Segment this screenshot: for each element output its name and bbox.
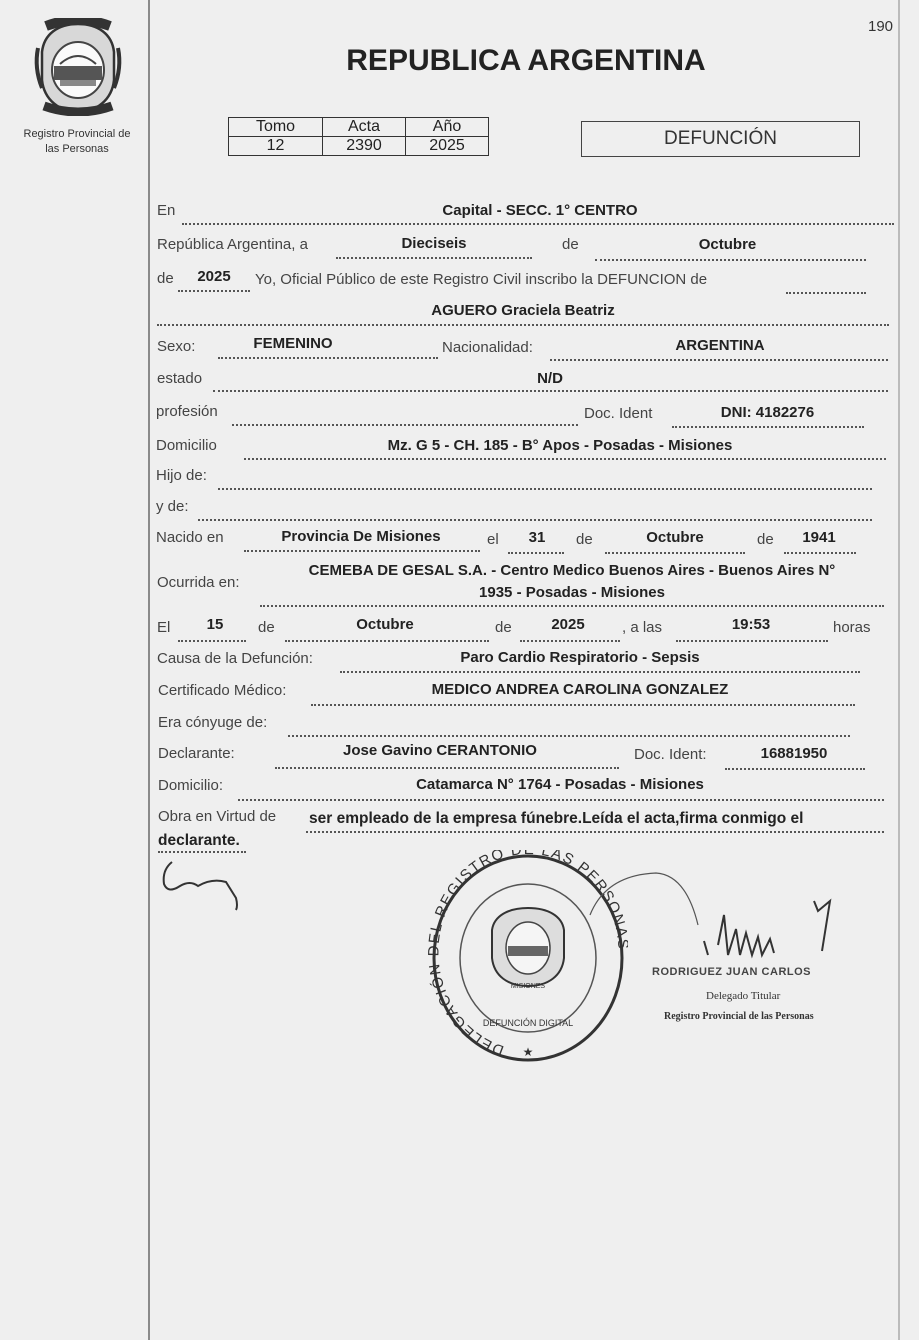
doc2-label: Doc. Ident: <box>634 746 707 763</box>
svg-text:★: ★ <box>522 1045 534 1059</box>
estado-value: N/D <box>537 370 563 387</box>
republica-label: República Argentina, a <box>157 236 308 253</box>
sexo-value: FEMENINO <box>253 335 333 352</box>
birth-de1-label: de <box>576 531 593 548</box>
birth-year-dotted-line <box>784 552 856 554</box>
doc-value: DNI: 4182276 <box>720 404 815 421</box>
ocurrida-label: Ocurrida en: <box>157 574 240 591</box>
certificado-dotted-line <box>311 704 855 706</box>
day-dotted-line <box>336 257 532 259</box>
ocurrida-line2: 1935 - Posadas - Misiones <box>479 584 665 601</box>
yde-label: y de: <box>156 498 189 515</box>
birth-day-dotted-line <box>508 552 564 554</box>
stamp-center-text: MISIONES <box>510 983 546 990</box>
nacionalidad-label: Nacionalidad: <box>442 339 533 356</box>
year-dotted-line <box>178 290 250 292</box>
death-time: 19:53 <box>731 616 771 633</box>
death-time-dotted-line <box>676 640 828 642</box>
sexo-dotted-line <box>218 357 438 359</box>
en-label: En <box>157 202 176 219</box>
header-acta: Acta <box>323 118 406 137</box>
page-number: 190 <box>868 18 894 35</box>
official-office: Registro Provincial de las Personas <box>664 1011 814 1022</box>
doc-label: Doc. Ident <box>584 405 653 422</box>
left-margin-line <box>148 0 150 1340</box>
province-logo <box>30 18 126 116</box>
obra-value-line2: declarante. <box>158 832 240 849</box>
month-de-label: de <box>562 236 579 253</box>
causa-value: Paro Cardio Respiratorio - Sepsis <box>460 649 700 666</box>
value-acta: 2390 <box>323 137 406 156</box>
alas-label: , a las <box>622 619 663 636</box>
header-anio: Año <box>406 118 489 137</box>
registry-name-line2: las Personas <box>45 143 109 155</box>
month-dotted-line <box>595 259 866 261</box>
hijo-label: Hijo de: <box>156 467 207 484</box>
nacionalidad-value: ARGENTINA <box>675 337 765 354</box>
record-table <box>228 117 489 156</box>
nacido-value: Provincia De Misiones <box>281 528 441 545</box>
month-value: Octubre <box>698 236 757 253</box>
year-de-label: de <box>157 270 174 287</box>
conyuge-dotted-line <box>288 735 850 737</box>
record-table-value-row <box>229 137 489 156</box>
conyuge-label: Era cónyuge de: <box>158 714 268 731</box>
declarant-signature <box>150 850 250 920</box>
header-tomo: Tomo <box>229 118 323 137</box>
nacido-dotted-line <box>244 550 480 552</box>
deceased-name: AGUERO Graciela Beatriz <box>431 302 615 319</box>
profesion-dotted-line <box>232 424 578 426</box>
domicilio-value: Mz. G 5 - CH. 185 - B° Apos - Posadas - Misiones <box>387 437 733 454</box>
ocurrida-dotted-line <box>260 605 884 607</box>
year-value: 2025 <box>197 268 231 285</box>
obra-dotted-line <box>306 831 884 833</box>
horas-label: horas <box>833 619 871 636</box>
value-tomo: 12 <box>229 137 323 156</box>
name-dotted-line <box>157 324 889 326</box>
causa-label: Causa de la Defunción: <box>157 650 313 667</box>
record-table-header-row <box>229 118 489 137</box>
death-el-label: El <box>157 619 171 636</box>
domicilio2-dotted-line <box>238 799 884 801</box>
sexo-label: Sexo: <box>157 338 196 355</box>
death-de4-label: de <box>495 619 512 636</box>
doc2-value: 16881950 <box>760 745 828 762</box>
obra-value-line1: ser empleado de la empresa fúnebre.Leída el acta,firma conmigo el <box>309 810 804 827</box>
estado-label: estado <box>157 370 203 387</box>
hijo-dotted-line <box>218 488 872 490</box>
value-anio: 2025 <box>406 137 489 156</box>
death-day: 15 <box>206 616 224 633</box>
statement-text: Yo, Oficial Público de este Registro Civil inscribo la DEFUNCION de <box>255 271 708 288</box>
yde-dotted-line <box>198 519 872 521</box>
birth-year: 1941 <box>802 529 836 546</box>
domicilio2-value: Catamarca N° 1764 - Posadas - Misiones <box>416 776 704 793</box>
death-year: 2025 <box>551 616 585 633</box>
nacionalidad-dotted-line <box>550 359 888 361</box>
declarante-value: Jose Gavino CERANTONIO <box>343 742 537 759</box>
estado-dotted-line <box>213 390 888 392</box>
domicilio-dotted-line <box>244 458 886 460</box>
certificado-value: MEDICO ANDREA CAROLINA GONZALEZ <box>431 681 729 698</box>
right-margin-line <box>898 0 900 1340</box>
birth-month-dotted-line <box>605 552 745 554</box>
doc2-dotted-line <box>725 768 865 770</box>
ocurrida-line1: CEMEBA DE GESAL S.A. - Centro Medico Buenos Aires - Buenos Aires N° <box>308 562 836 579</box>
domicilio-label: Domicilio <box>156 437 217 454</box>
day-value: Dieciseis <box>401 235 467 252</box>
stamp-outer-text: DELEGACIÓ L REGISTRO D LAS PERSON <box>428 850 628 1059</box>
death-month: Octubre <box>356 616 414 633</box>
nacido-label: Nacido en <box>156 529 224 546</box>
en-dotted-line <box>182 223 894 225</box>
registry-name-line1: Registro Provincial de <box>23 128 131 140</box>
page-title: REPUBLICA ARGENTINA <box>346 44 706 77</box>
official-signature <box>586 855 846 975</box>
obra-label: Obra en Virtud de <box>158 808 277 825</box>
record-type-box: DEFUNCIÓN <box>581 121 860 157</box>
causa-dotted-line <box>340 671 860 673</box>
certificado-label: Certificado Médico: <box>158 682 287 699</box>
statement-dotted-line <box>786 292 866 294</box>
death-year-dotted-line <box>520 640 620 642</box>
official-name: RODRIGUEZ JUAN CARLOS <box>652 966 812 978</box>
declarante-label: Declarante: <box>158 745 235 762</box>
profesion-label: profesión <box>156 403 218 420</box>
birth-el-label: el <box>487 531 499 548</box>
birth-day: 31 <box>528 529 546 546</box>
birth-month: Octubre <box>646 529 704 546</box>
birth-de2-label: de <box>757 531 774 548</box>
domicilio2-label: Domicilio: <box>158 777 224 794</box>
declarante-dotted-line <box>275 767 619 769</box>
en-value: Capital - SECC. 1° CENTRO <box>442 202 638 219</box>
death-month-dotted-line <box>285 640 489 642</box>
official-title: Delegado Titular <box>706 990 781 1002</box>
death-day-dotted-line <box>178 640 246 642</box>
stamp-inner-text: DEFUNCIÓN DIGITAL <box>482 1018 574 1028</box>
doc-dotted-line <box>672 426 864 428</box>
death-de3-label: de <box>258 619 275 636</box>
